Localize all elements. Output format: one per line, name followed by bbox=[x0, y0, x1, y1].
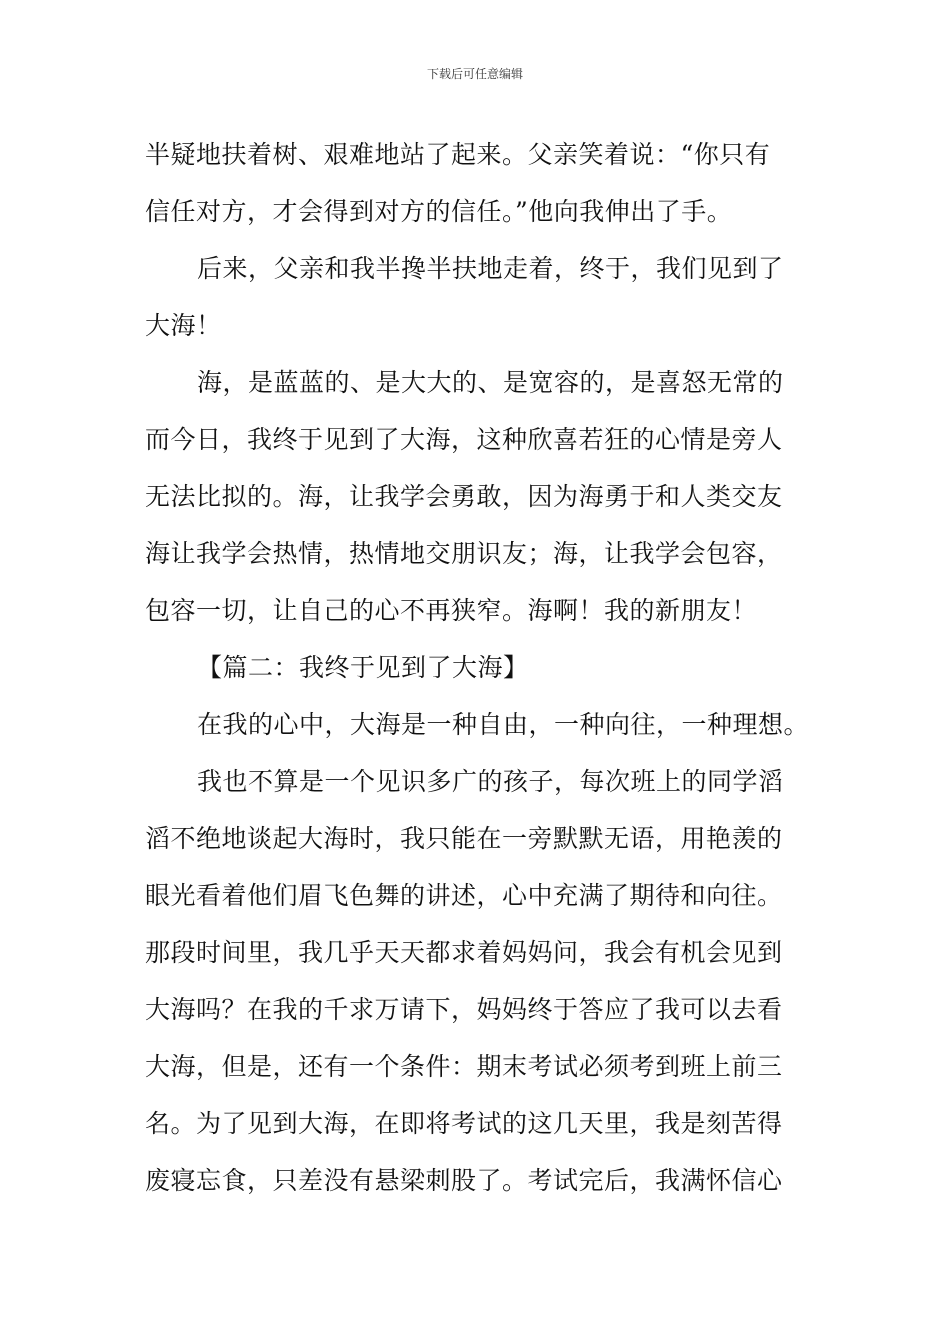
document-body bbox=[145, 126, 810, 1209]
text-line: 海，是蓝蓝的、是大大的、是宽容的，是喜怒无常的 bbox=[197, 368, 784, 397]
text-line: 后来，父亲和我半搀半扶地走着，终于，我们见到了 bbox=[197, 254, 784, 283]
text-line: 废寝忘食，只差没有悬梁刺股了。考试完后，我满怀信心 bbox=[145, 1166, 783, 1195]
text-line: 名。为了见到大海，在即将考试的这几天里，我是刻苦得 bbox=[145, 1109, 783, 1138]
section-heading: 【篇二：我终于见到了大海】 bbox=[197, 653, 529, 682]
text-line: 半疑地扶着树、艰难地站了起来。父亲笑着说：“你只有 bbox=[145, 140, 771, 169]
text-line: 大海吗？在我的千求万请下，妈妈终于答应了我可以去看 bbox=[145, 995, 783, 1024]
text-line: 那段时间里，我几乎天天都求着妈妈问，我会有机会见到 bbox=[145, 938, 783, 967]
text-line: 眼光看着他们眉飞色舞的讲述，心中充满了期待和向往。 bbox=[145, 881, 783, 910]
text-line: 在我的心中，大海是一种自由，一种向往，一种理想。 bbox=[197, 710, 810, 739]
text-line: 而今日，我终于见到了大海，这种欣喜若狂的心情是旁人 bbox=[145, 425, 783, 454]
text-line: 我也不算是一个见识多广的孩子，每次班上的同学滔 bbox=[197, 767, 784, 796]
text-line: 大海，但是，还有一个条件：期末考试必须考到班上前三 bbox=[145, 1052, 783, 1081]
text-line: 大海！ bbox=[145, 311, 222, 340]
text-line: 海让我学会热情，热情地交朋识友；海，让我学会包容， bbox=[145, 539, 783, 568]
text-line: 信任对方，才会得到对方的信任。”他向我伸出了手。 bbox=[145, 197, 733, 226]
text-line: 滔不绝地谈起大海时，我只能在一旁默默无语，用艳羡的 bbox=[145, 824, 783, 853]
text-line: 无法比拟的。海，让我学会勇敢，因为海勇于和人类交友 bbox=[145, 482, 783, 511]
text-line: 包容一切，让自己的心不再狭窄。海啊！我的新朋友！ bbox=[145, 596, 758, 625]
page-header: 下载后可任意编辑 bbox=[426, 67, 523, 81]
